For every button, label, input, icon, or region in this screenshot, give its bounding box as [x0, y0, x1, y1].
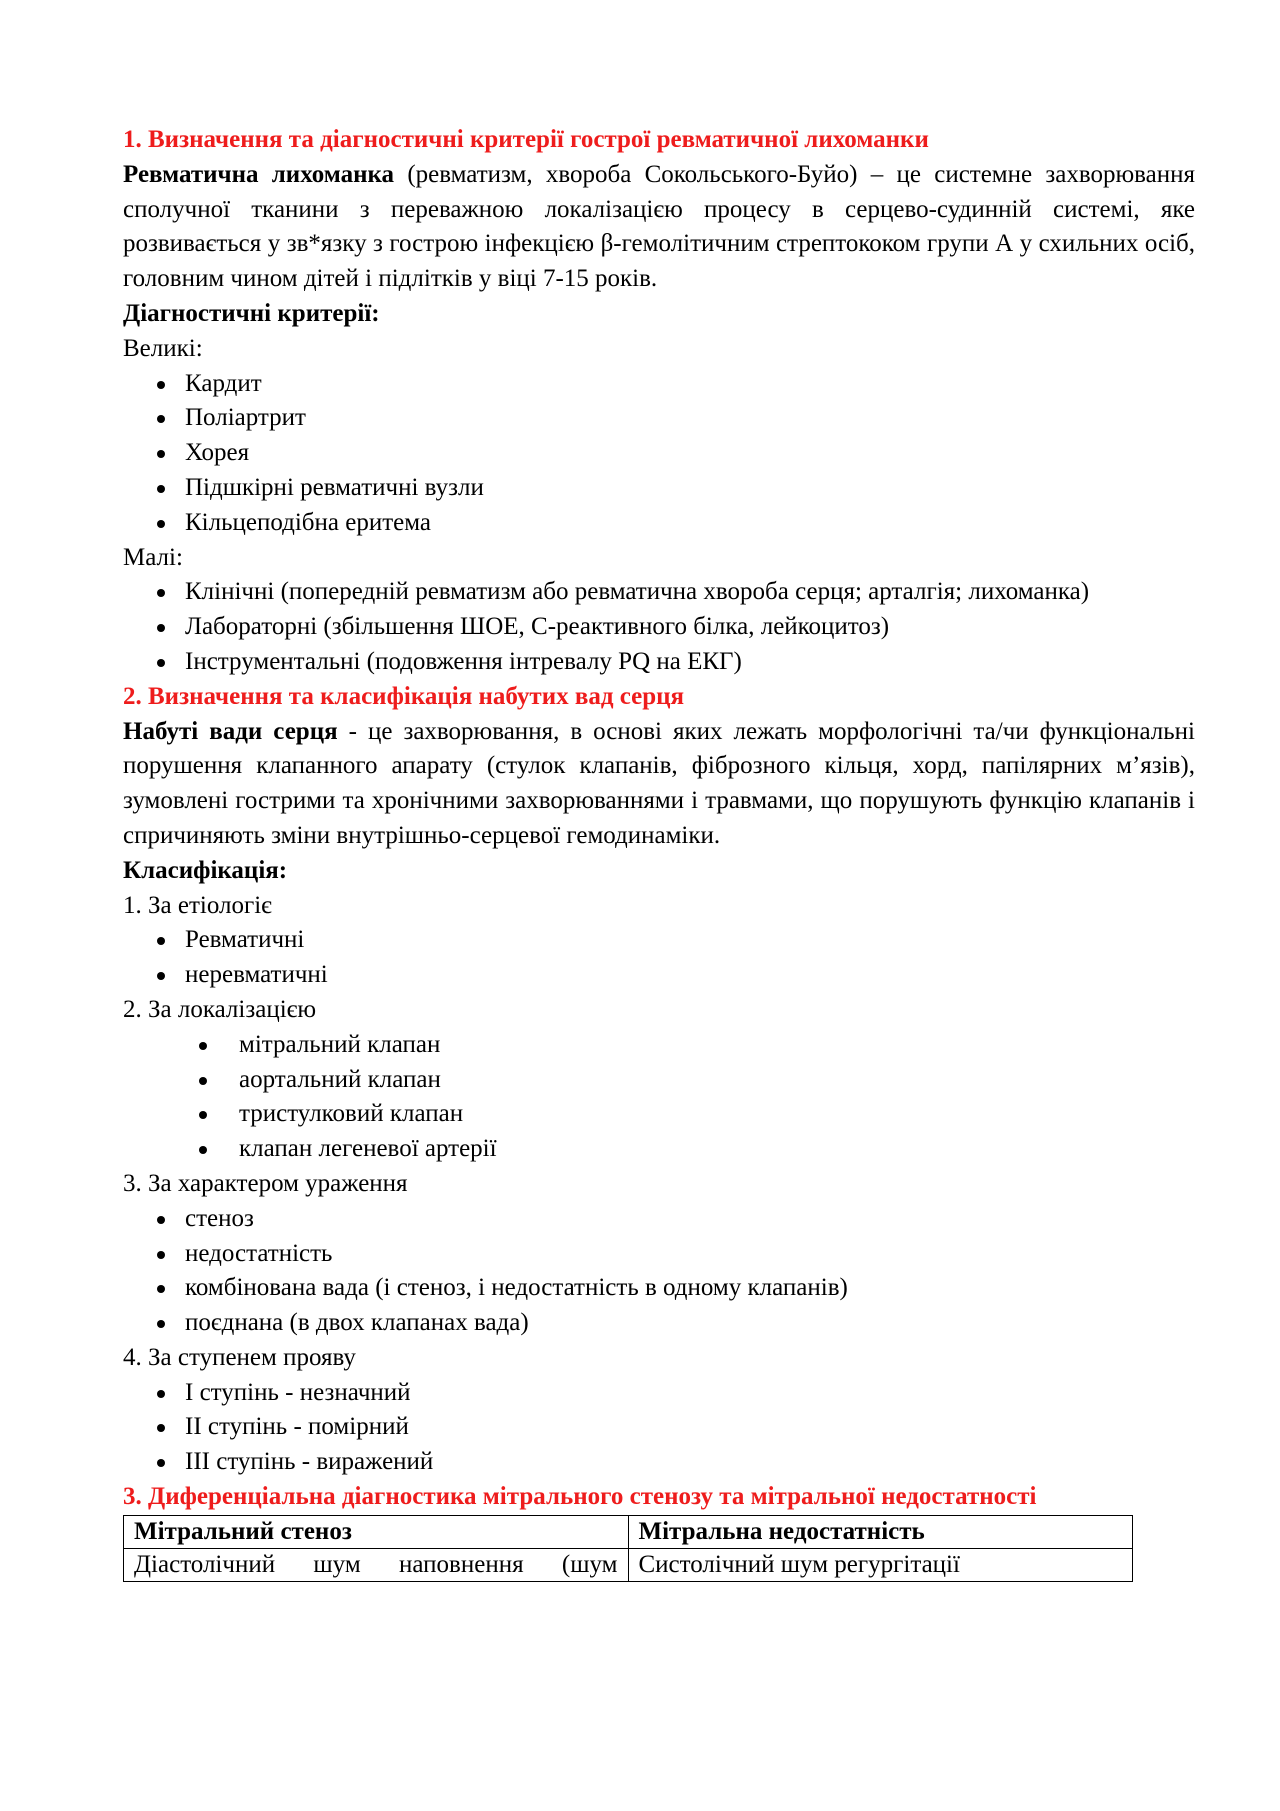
list-item: комбінована вада (і стеноз, і недостатність в одному клапанів) [123, 1271, 1195, 1306]
list-item: стеноз [123, 1202, 1195, 1237]
list-item: тристулковий клапан [123, 1097, 1195, 1132]
classification-group-label: 3. За характером ураження [123, 1169, 408, 1197]
major-label: Великі: [123, 334, 203, 362]
list-item: аортальний клапан [123, 1063, 1195, 1098]
list-item: ІІІ ступінь - виражений [123, 1445, 1195, 1480]
document-content [123, 123, 1195, 1582]
classification-list-lesion [123, 1202, 1195, 1341]
classification-list-etiology [123, 923, 1195, 993]
section-1-paragraph [123, 158, 1195, 297]
section-2-heading: 2. Визначення та класифікація набутих вад серця [123, 682, 685, 710]
list-item: мітральний клапан [123, 1028, 1195, 1063]
definition-rheumatic-fever: (ревматизм, хвороба Сокольського-Буйо) – це системне захворювання сполучної тканини з переважною локалізацією процесу в серцево-судинній системі, яке розвивається у зв*язку з гострою інфекцією β-гемолітичним стрептококом групи А у схильних осіб, головним чином дітей і підлітків у віці 7-15 років. [123, 160, 1195, 293]
table-row [124, 1548, 1133, 1581]
table-cell: Систолічний шум регургітації [628, 1548, 1133, 1581]
table-header-row [124, 1515, 1133, 1548]
section-2-paragraph [123, 715, 1195, 854]
list-item: Кардит [123, 367, 1195, 402]
list-item: поєднана (в двох клапанах вада) [123, 1306, 1195, 1341]
differential-table [123, 1515, 1133, 1582]
table-header-cell: Мітральна недостатність [628, 1515, 1133, 1548]
list-item: клапан легеневої артерії [123, 1132, 1195, 1167]
major-criteria-list [123, 367, 1195, 541]
section-1-heading: 1. Визначення та діагностичні критерії гострої ревматичної лихоманки [123, 126, 929, 153]
list-item: Клінічні (попередній ревматизм або ревматична хвороба серця; арталгія; лихоманка) [123, 575, 1195, 610]
list-item: І ступінь - незначний [123, 1376, 1195, 1411]
list-item: Лабораторні (збільшення ШОЕ, С-реактивного білка, лейкоцитоз) [123, 610, 1195, 645]
classification-list-localization [123, 1028, 1195, 1167]
list-item: неревматичні [123, 958, 1195, 993]
list-item: недостатність [123, 1237, 1195, 1272]
term-rheumatic-fever: Ревматична лихоманка [123, 160, 395, 188]
list-item: Хорея [123, 436, 1195, 471]
list-item: Кільцеподібна еритема [123, 506, 1195, 541]
list-item: Підшкірні ревматичні вузли [123, 471, 1195, 506]
classification-group-label: 2. За локалізацією [123, 995, 317, 1023]
minor-criteria-list [123, 575, 1195, 679]
section-3-heading: 3. Диференціальна діагностика мітрального стенозу та мітральної недостатності [123, 1483, 1037, 1511]
classification-title: Класифікація: [123, 856, 288, 884]
list-item: Інструментальні (подовження інтревалу PQ на ЕКГ) [123, 645, 1195, 680]
list-item: Ревматичні [123, 923, 1195, 958]
minor-label: Малі: [123, 543, 183, 571]
table-cell: Діастолічний шум наповнення (шум [124, 1548, 629, 1581]
classification-group-label: 4. За ступенем прояву [123, 1343, 356, 1371]
list-item: Поліартрит [123, 401, 1195, 436]
classification-group-label: 1. За етіологіє [123, 891, 272, 919]
classification-list-degree [123, 1376, 1195, 1480]
term-acquired-heart-defects: Набуті вади серця [123, 717, 338, 745]
criteria-title: Діагностичні критерії: [123, 299, 380, 327]
definition-acquired-heart-defects: - це захворювання, в основі яких лежать морфологічні та/чи функціональні порушення клапанного апарату (стулок клапанів, фіброзного кільця, хорд, папілярних м’язів), зумовлені гострими та хронічними захворюваннями і травмами, що порушують функцію клапанів і спричиняють зміни внутрішньо-серцевої гемодинаміки. [123, 717, 1195, 849]
list-item: ІІ ступінь - помірний [123, 1410, 1195, 1445]
table-header-cell: Мітральний стеноз [124, 1515, 629, 1548]
